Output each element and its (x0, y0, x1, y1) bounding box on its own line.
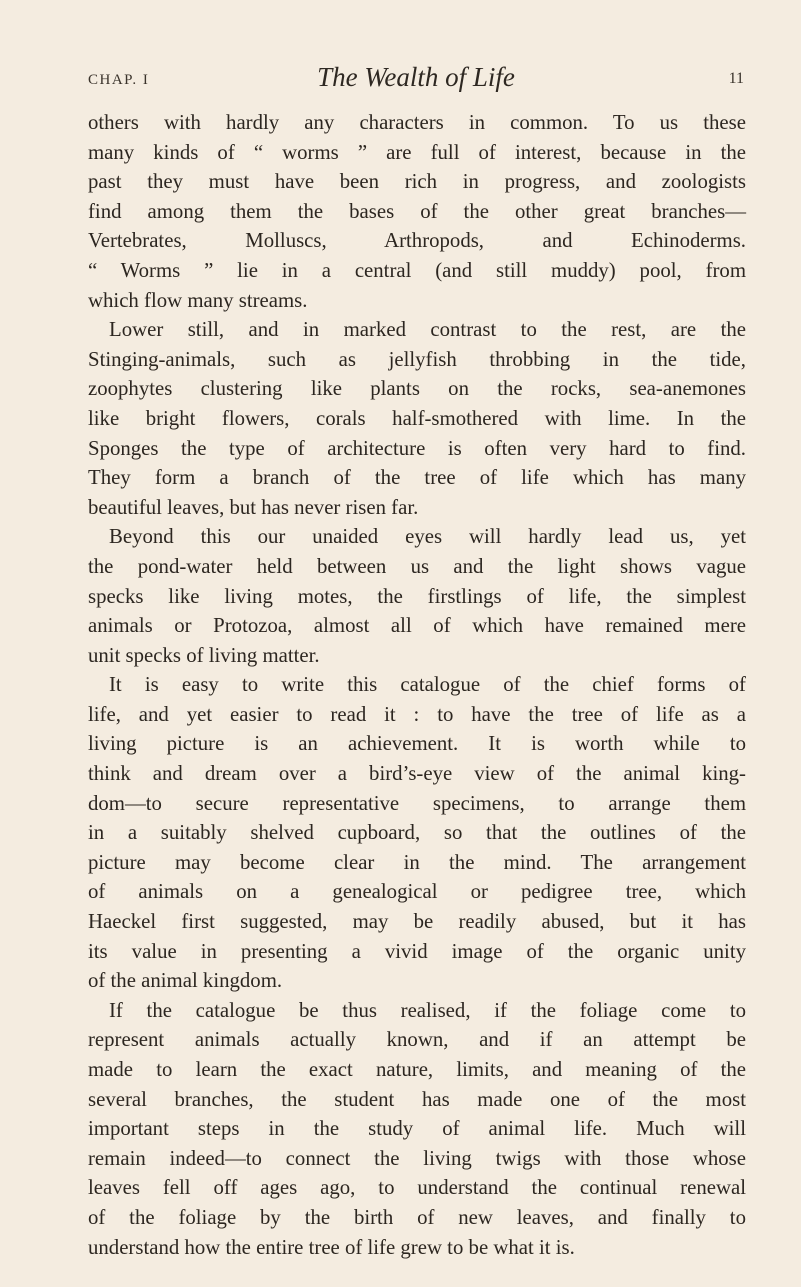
paragraph (88, 108, 746, 315)
text-line: past they must have been rich in progress, and zoologists (88, 170, 746, 194)
text-line: Vertebrates, Molluscs, Arthropods, and Echinoderms. (88, 229, 746, 253)
text-line: find among them the bases of the other great branches— (88, 199, 746, 223)
paragraph (88, 996, 746, 1262)
text-line: which flow many streams. (88, 288, 308, 312)
text-line: It is easy to write this catalogue of the chief forms of (109, 673, 746, 697)
text-line: zoophytes clustering like plants on the rocks, sea-anemones (88, 377, 746, 401)
text-line: of the foliage by the birth of new leaves, and finally to (88, 1205, 746, 1229)
text-line: Sponges the type of architecture is often very hard to find. (88, 436, 746, 460)
text-line: life, and yet easier to read it : to have the tree of life as a (88, 702, 746, 726)
text-line: leaves fell off ages ago, to understand the continual renewal (88, 1176, 746, 1200)
text-line: represent animals actually known, and if an attempt be (88, 1028, 746, 1052)
paragraph (88, 315, 746, 522)
text-line: They form a branch of the tree of life which has many (88, 466, 746, 490)
text-line: its value in presenting a vivid image of the organic unity (88, 939, 746, 963)
text-line: made to learn the exact nature, limits, and meaning of the (88, 1058, 746, 1081)
text-line: beautiful leaves, but has never risen far. (88, 495, 419, 519)
text-line: in a suitably shelved cupboard, so that the outlines of the (88, 821, 746, 845)
text-line: several branches, the student has made one of the most (88, 1087, 746, 1111)
text-line: the pond-water held between us and the light shows vague (88, 554, 746, 578)
text-line: Stinging-animals, such as jellyfish throbbing in the tide, (88, 347, 746, 371)
text-line: living picture is an achievement. It is worth while to (88, 732, 746, 756)
text-line: of animals on a genealogical or pedigree tree, which (88, 880, 746, 904)
text-line: unit specks of living matter. (88, 643, 320, 667)
text-line: specks like living motes, the firstlings of life, the simplest (88, 584, 746, 608)
text-line: If the catalogue be thus realised, if the foliage come to (109, 998, 746, 1022)
text-line: like bright flowers, corals half-smothered with lime. In the (88, 406, 746, 430)
paragraph (88, 670, 746, 996)
text-line: dom—to secure representative specimens, to arrange them (88, 791, 746, 815)
text-line: Haeckel first suggested, may be readily abused, but it has (88, 910, 746, 934)
paragraph (88, 522, 746, 670)
text-line: animals or Protozoa, almost all of which have remained mere (88, 614, 746, 638)
text-line: “ Worms ” lie in a central (and still muddy) pool, from (88, 258, 746, 282)
text-line: many kinds of “ worms ” are full of interest, because in the (88, 140, 746, 164)
chapter-label: CHAP. I (88, 72, 150, 88)
text-line: understand how the entire tree of life grew to be what it is. (88, 1235, 575, 1259)
page-number: 11 (728, 70, 744, 87)
text-line: important steps in the study of animal life. Much will (88, 1117, 746, 1141)
text-line: picture may become clear in the mind. The arrangement (88, 850, 746, 874)
text-line: of the animal kingdom. (88, 969, 283, 993)
text-line: others with hardly any characters in common. To us these (88, 111, 746, 134)
running-head (88, 62, 744, 96)
text-line: think and dream over a bird’s-eye view of the animal king- (88, 762, 746, 786)
body-text (88, 108, 746, 1262)
text-line: Beyond this our unaided eyes will hardly lead us, yet (109, 525, 746, 549)
text-line: Lower still, and in marked contrast to the rest, are the (109, 318, 746, 342)
running-title: The Wealth of Life (317, 62, 515, 92)
text-line: remain indeed—to connect the living twigs with those whose (88, 1146, 746, 1170)
